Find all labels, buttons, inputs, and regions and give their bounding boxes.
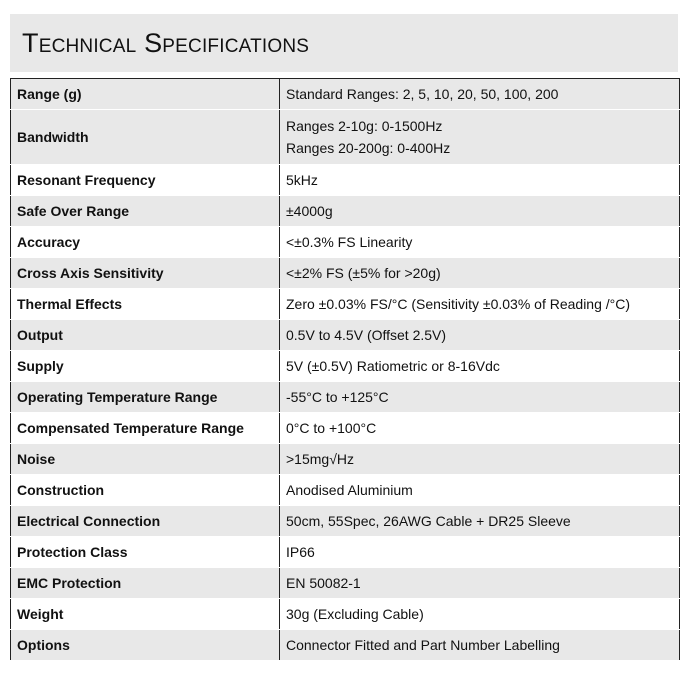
spec-value: Anodised Aluminium: [280, 475, 680, 506]
table-row: [11, 382, 680, 413]
table-row: [11, 79, 680, 110]
spec-label: Bandwidth: [11, 110, 280, 165]
spec-value: >15mg√Hz: [280, 444, 680, 475]
table-row: [11, 537, 680, 568]
section-header: [10, 14, 678, 72]
section-title: Technical Specifications: [22, 28, 310, 58]
table-row: [11, 444, 680, 475]
table-row: [11, 320, 680, 351]
spec-value: Connector Fitted and Part Number Labelling: [280, 630, 680, 661]
table-row: [11, 568, 680, 599]
spec-value-line: Ranges 20-200g: 0-400Hz: [286, 140, 451, 156]
spec-label: Compensated Temperature Range: [11, 413, 280, 444]
table-row: [11, 599, 680, 630]
specifications-table: [10, 78, 680, 661]
table-row: [11, 630, 680, 661]
spec-value: -55°C to +125°C: [280, 382, 680, 413]
spec-label: Noise: [11, 444, 280, 475]
table-row: [11, 165, 680, 196]
spec-label: Operating Temperature Range: [11, 382, 280, 413]
spec-value: [280, 110, 680, 165]
spec-label: Weight: [11, 599, 280, 630]
table-row: [11, 258, 680, 289]
spec-label: Protection Class: [11, 537, 280, 568]
spec-value: <±2% FS (±5% for >20g): [280, 258, 680, 289]
spec-value: 0°C to +100°C: [280, 413, 680, 444]
spec-value: IP66: [280, 537, 680, 568]
table-row: [11, 506, 680, 537]
table-row: [11, 227, 680, 258]
spec-value: ±4000g: [280, 196, 680, 227]
spec-label: Construction: [11, 475, 280, 506]
spec-label: Resonant Frequency: [11, 165, 280, 196]
spec-label: EMC Protection: [11, 568, 280, 599]
spec-value: Zero ±0.03% FS/°C (Sensitivity ±0.03% of Reading /°C): [280, 289, 680, 320]
spec-label: Cross Axis Sensitivity: [11, 258, 280, 289]
spec-value: 5kHz: [280, 165, 680, 196]
spec-value: 5V (±0.5V) Ratiometric or 8-16Vdc: [280, 351, 680, 382]
spec-label: Options: [11, 630, 280, 661]
spec-label: Safe Over Range: [11, 196, 280, 227]
table-row: [11, 475, 680, 506]
spec-value: 30g (Excluding Cable): [280, 599, 680, 630]
spec-label: Range (g): [11, 79, 280, 110]
table-row: [11, 196, 680, 227]
spec-value: EN 50082-1: [280, 568, 680, 599]
table-row: [11, 289, 680, 320]
spec-label: Accuracy: [11, 227, 280, 258]
spec-label: Electrical Connection: [11, 506, 280, 537]
spec-value: <±0.3% FS Linearity: [280, 227, 680, 258]
spec-value: 50cm, 55Spec, 26AWG Cable + DR25 Sleeve: [280, 506, 680, 537]
spec-value-line: Ranges 2-10g: 0-1500Hz: [286, 118, 443, 134]
spec-label: Thermal Effects: [11, 289, 280, 320]
spec-value: Standard Ranges: 2, 5, 10, 20, 50, 100, 200: [280, 79, 680, 110]
table-row: [11, 351, 680, 382]
spec-label: Output: [11, 320, 280, 351]
spec-label: Supply: [11, 351, 280, 382]
spec-value: 0.5V to 4.5V (Offset 2.5V): [280, 320, 680, 351]
table-row: [11, 413, 680, 444]
table-row: [11, 110, 680, 165]
